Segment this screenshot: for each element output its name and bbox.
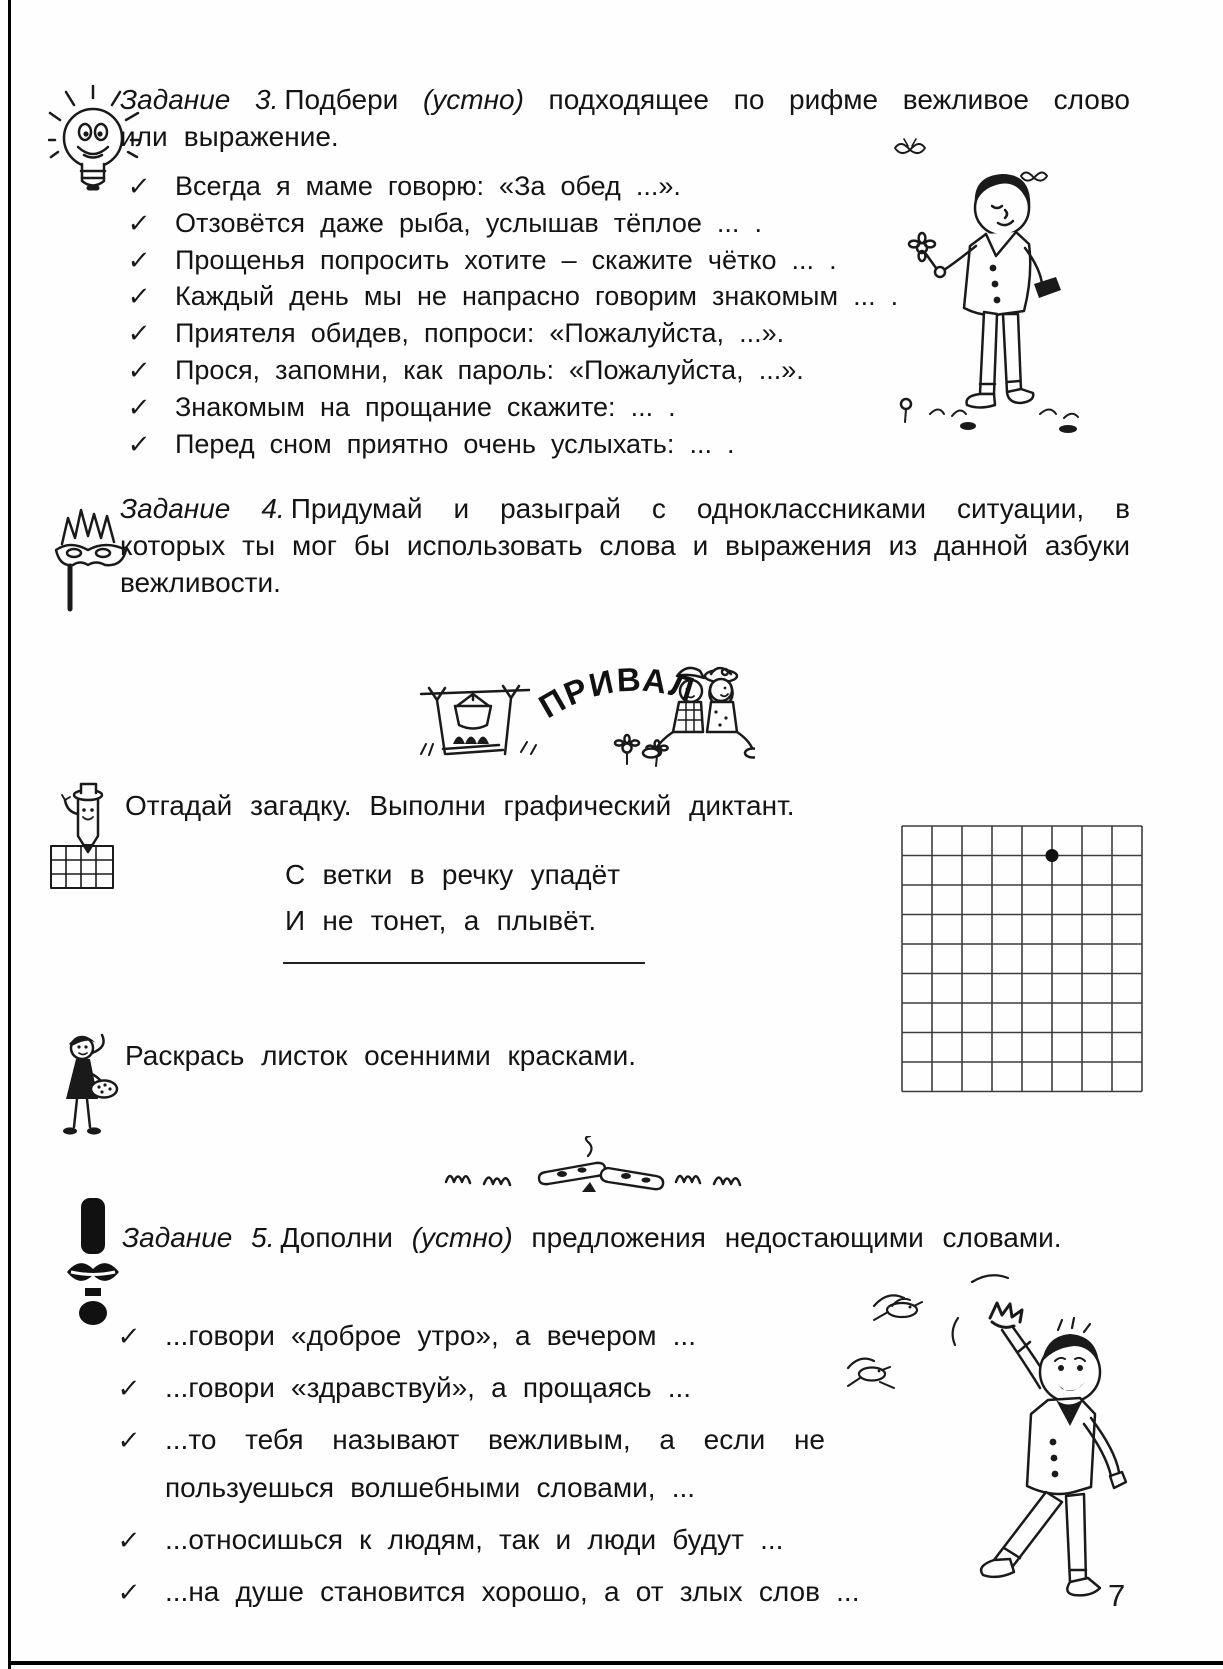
exclamation-lips-icon xyxy=(64,1196,122,1332)
task3-header: Задание 3. Подбери (устно) подходящее по рифме вежливое слово или выражение. xyxy=(120,84,1130,152)
page-number: 7 xyxy=(1108,1578,1126,1613)
task3-list xyxy=(128,168,988,462)
list-item: ✓ Всегда я маме говорю: «За обед ...». xyxy=(128,168,988,205)
task3-oral: (устно) xyxy=(422,84,524,115)
task5-label: Задание 5. xyxy=(122,1222,275,1253)
list-item: ✓ Перед сном приятно очень услыхать: ... . xyxy=(128,426,988,463)
prival-camp-illustration xyxy=(415,636,755,778)
list-item: ✓ Отзовётся даже рыба, услышав тёплое ... . xyxy=(128,205,988,242)
list-item: ✓ Приятеля обидев, попроси: «Пожалуйста, ...». xyxy=(128,315,988,352)
riddle-text xyxy=(285,852,620,944)
list-item: ✓ ...относишься к людям, так и люди будут ... xyxy=(118,1516,918,1564)
checkmark-icon: ✓ xyxy=(126,428,152,459)
page-edge-left xyxy=(8,0,11,1669)
riddle-line-1: С ветки в речку упадёт xyxy=(285,859,621,890)
checkmark-icon: ✓ xyxy=(116,1321,142,1351)
task5-list xyxy=(118,1312,918,1620)
boy-with-flower-illustration xyxy=(872,126,1112,438)
pencil-character-icon xyxy=(48,780,124,892)
list-item: ✓ ...говори «здравствуй», а прощаясь ... xyxy=(118,1364,918,1412)
checkmark-icon: ✓ xyxy=(126,391,152,422)
graphic-dictation-grid[interactable] xyxy=(900,824,1146,1096)
task5-oral: (устно) xyxy=(411,1222,513,1253)
answer-line[interactable] xyxy=(283,962,645,964)
task3-label: Задание 3. xyxy=(120,84,279,115)
prival-label: ПРИВАЛ xyxy=(532,660,701,726)
task4-header: Задание 4. Придумай и разыграй с одноклассниками ситуации, в которых ты мог бы использовать слова и выражения из данной азбуки вежливости. xyxy=(120,493,1131,598)
checkmark-icon: ✓ xyxy=(116,1525,142,1555)
paint-instruction: Раскрась листок осенними красками. xyxy=(125,1040,637,1071)
checkmark-icon: ✓ xyxy=(116,1373,142,1403)
checkmark-icon: ✓ xyxy=(116,1425,142,1455)
list-item: ✓ ...то тебя называют вежливым, а если не пользуешься волшебными словами, ... xyxy=(118,1416,918,1512)
list-item: ✓ Прощенья попросить хотите – скажите чётко ... . xyxy=(128,242,988,279)
list-item: ✓ Прося, запомни, как пароль: «Пожалуйста, ...». xyxy=(128,352,988,389)
task5-header: Задание 5. Дополни (устно) предложения недостающими словами. xyxy=(122,1222,1062,1253)
checkmark-icon: ✓ xyxy=(126,171,152,201)
list-item: ✓ Знакомым на прощание скажите: ... . xyxy=(128,389,988,426)
checkmark-icon: ✓ xyxy=(126,318,152,349)
riddle-instruction: Отгадай загадку. Выполни графический диктант. xyxy=(125,790,795,821)
campfire-logs-divider xyxy=(438,1136,752,1200)
list-item: ✓ ...говори «доброе утро», а вечером ... xyxy=(118,1312,918,1360)
checkmark-icon: ✓ xyxy=(126,207,152,238)
checkmark-icon: ✓ xyxy=(116,1577,142,1607)
checkmark-icon: ✓ xyxy=(126,354,152,385)
list-item: ✓ Каждый день мы не напрасно говорим знакомым ... . xyxy=(128,278,988,315)
page-edge-bottom xyxy=(8,1661,1223,1665)
task4-label: Задание 4. xyxy=(120,493,285,524)
riddle-line-2: И не тонет, а плывёт. xyxy=(285,905,597,936)
artist-character-icon xyxy=(50,1025,122,1143)
waving-boy-illustration xyxy=(822,1264,1162,1632)
list-item: ✓ ...на душе становится хорошо, а от злых слов ... xyxy=(118,1568,918,1616)
checkmark-icon: ✓ xyxy=(126,281,152,312)
checkmark-icon: ✓ xyxy=(126,244,152,275)
